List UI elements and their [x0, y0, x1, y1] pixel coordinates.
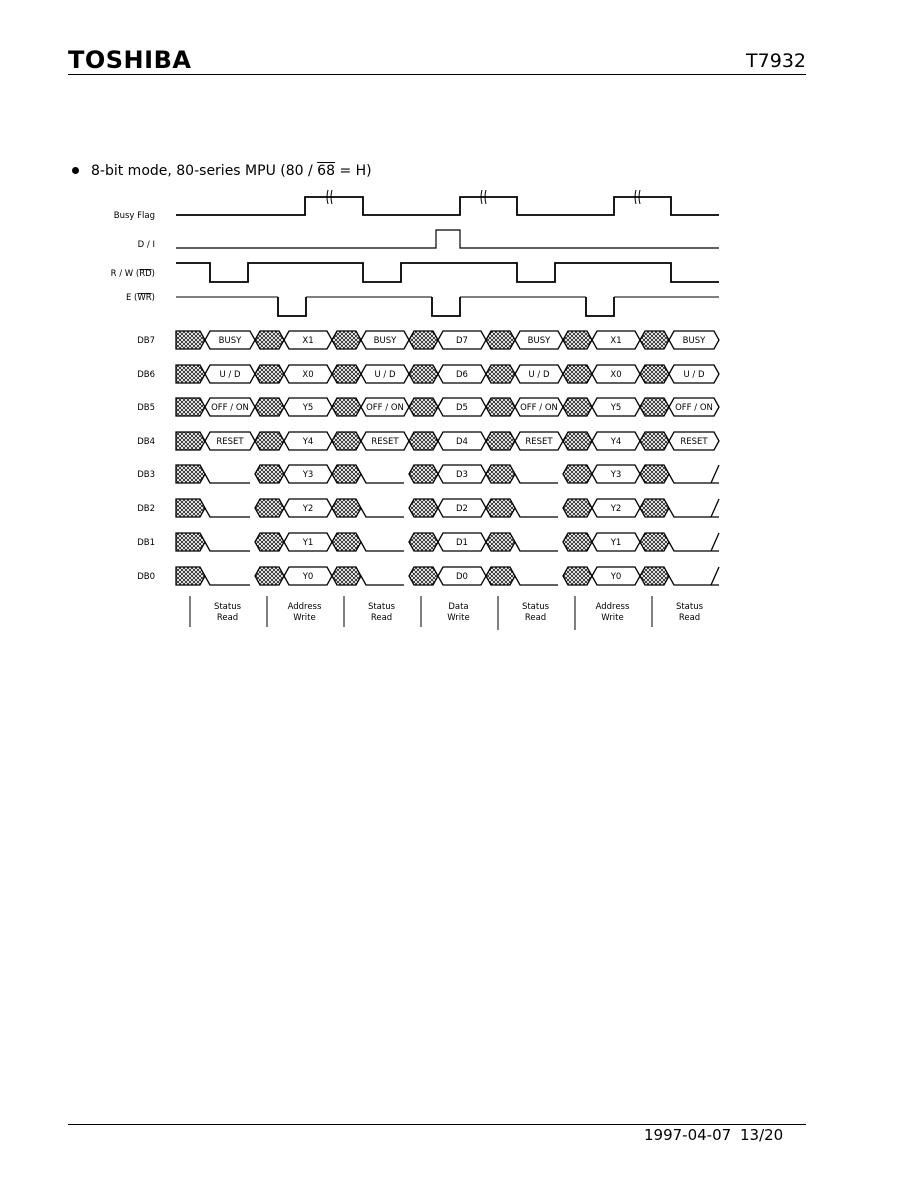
hatch-segment — [409, 567, 438, 585]
phase-label-line1: Status — [521, 602, 550, 612]
hatch-segment — [563, 465, 592, 483]
hatch-segment — [563, 398, 592, 416]
bus-value: Y2 — [302, 504, 314, 514]
bus-value: X0 — [610, 370, 622, 380]
rw-waveform — [176, 263, 719, 282]
control-signals — [111, 190, 719, 316]
signal-label: R / W (RD) — [110, 269, 155, 279]
bus-label: DB4 — [137, 437, 155, 447]
hatch-segment — [176, 365, 205, 383]
bus-value: Y1 — [302, 538, 314, 548]
hatch-segment — [409, 499, 438, 517]
bus-idle — [515, 508, 558, 517]
phase-label-line2: Write — [447, 613, 470, 623]
hatch-segment — [176, 499, 205, 517]
hatch-segment — [409, 365, 438, 383]
hatch-segment — [486, 499, 515, 517]
hatch-segment — [332, 533, 361, 551]
hatch-segment — [640, 567, 669, 585]
bus-value: Y2 — [610, 504, 622, 514]
phase-label-line1: Address — [287, 602, 322, 612]
hatch-segment — [640, 398, 669, 416]
hatch-segment — [176, 398, 205, 416]
hatch-segment — [255, 465, 284, 483]
hatch-segment — [176, 432, 205, 450]
phase-label-line1: Status — [213, 602, 242, 612]
hatch-segment — [409, 432, 438, 450]
e-pulse — [586, 297, 614, 316]
phase-label-line1: Status — [367, 602, 396, 612]
hatch-segment — [563, 365, 592, 383]
bus-value: Y1 — [610, 538, 622, 548]
bus-value: D7 — [456, 336, 468, 346]
bus-value: RESET — [525, 437, 553, 447]
signal-label: E (WR) — [125, 293, 155, 303]
bus-value: BUSY — [218, 336, 242, 346]
bus-value: OFF / ON — [520, 403, 558, 413]
bus-value: Y5 — [302, 403, 314, 413]
hatch-segment — [255, 533, 284, 551]
bus-edge — [711, 567, 719, 585]
bus-value: X1 — [302, 336, 314, 346]
bus-value: Y0 — [302, 572, 314, 582]
footer-date: 1997-04-07 — [644, 1126, 732, 1144]
part-number: T7932 — [746, 50, 806, 72]
bus-idle — [515, 474, 558, 483]
bus-value: RESET — [216, 437, 244, 447]
hatch-segment — [486, 398, 515, 416]
phase-label-line2: Read — [216, 613, 239, 623]
bus-label: DB6 — [137, 370, 155, 380]
hatch-segment — [176, 567, 205, 585]
bus-idle — [361, 474, 404, 483]
hatch-segment — [486, 465, 515, 483]
bus-value: D6 — [456, 370, 468, 380]
bus-label: DB5 — [137, 403, 155, 413]
bus-value: RESET — [680, 437, 708, 447]
e-pulse — [432, 297, 460, 316]
hatch-segment — [255, 567, 284, 585]
phase-label-line2: Write — [601, 613, 624, 623]
bus-value: Y3 — [610, 470, 622, 480]
bus-value: U / D — [374, 370, 396, 380]
hatch-segment — [640, 331, 669, 349]
hatch-segment — [563, 567, 592, 585]
bus-value: BUSY — [682, 336, 706, 346]
bus-value: D5 — [456, 403, 468, 413]
signal-label: Busy Flag — [113, 211, 155, 221]
hatch-segment — [563, 533, 592, 551]
hatch-segment — [409, 533, 438, 551]
hatch-segment — [255, 499, 284, 517]
hatch-segment — [486, 567, 515, 585]
hatch-segment — [409, 398, 438, 416]
bus-idle — [205, 542, 250, 551]
hatch-segment — [486, 365, 515, 383]
phase-label-line2: Read — [678, 613, 701, 623]
bus-value: BUSY — [527, 336, 551, 346]
heading-prefix: 8-bit mode, 80-series MPU (80 / — [91, 163, 318, 179]
bus-value: Y4 — [610, 437, 622, 447]
bus-idle — [205, 576, 250, 585]
bus-label: DB3 — [137, 470, 155, 480]
bus-value: X1 — [610, 336, 622, 346]
phase-label-line1: Status — [675, 602, 704, 612]
hatch-segment — [332, 331, 361, 349]
phase-labels — [190, 596, 704, 630]
hatch-segment — [332, 398, 361, 416]
hatch-segment — [332, 465, 361, 483]
bus-label: DB2 — [137, 504, 155, 514]
bus-value: D2 — [456, 504, 468, 514]
bus-value: D0 — [456, 572, 468, 582]
hatch-segment — [255, 365, 284, 383]
phase-label-line2: Read — [370, 613, 393, 623]
bus-value: Y4 — [302, 437, 314, 447]
bus-value: U / D — [219, 370, 241, 380]
di-waveform — [176, 230, 719, 248]
bus-value: X0 — [302, 370, 314, 380]
bus-value: D4 — [456, 437, 468, 447]
hatch-segment — [486, 331, 515, 349]
hatch-segment — [255, 331, 284, 349]
hatch-segment — [332, 499, 361, 517]
bus-value: U / D — [683, 370, 705, 380]
bus-value: U / D — [528, 370, 550, 380]
hatch-segment — [640, 499, 669, 517]
hatch-segment — [409, 331, 438, 349]
bus-value: Y0 — [610, 572, 622, 582]
hatch-segment — [486, 533, 515, 551]
heading-suffix: = H) — [335, 163, 372, 179]
hatch-segment — [332, 365, 361, 383]
bus-label: DB7 — [137, 336, 155, 346]
heading-overbar: 68 — [317, 163, 335, 179]
bus-value: RESET — [371, 437, 399, 447]
bus-value: D1 — [456, 538, 468, 548]
hatch-segment — [563, 432, 592, 450]
hatch-segment — [640, 365, 669, 383]
bus-idle — [205, 474, 250, 483]
hatch-segment — [332, 432, 361, 450]
phase-label-line2: Read — [524, 613, 547, 623]
footer-page: 13/20 — [740, 1126, 784, 1144]
bus-idle — [515, 576, 558, 585]
bus-value: OFF / ON — [675, 403, 713, 413]
hatch-segment — [255, 398, 284, 416]
bus-label: DB1 — [137, 538, 155, 548]
bus-idle — [361, 576, 404, 585]
e-pulse — [278, 297, 306, 316]
bus-idle — [361, 508, 404, 517]
hatch-segment — [176, 533, 205, 551]
hatch-segment — [409, 465, 438, 483]
hatch-segment — [255, 432, 284, 450]
hatch-segment — [563, 331, 592, 349]
hatch-segment — [176, 331, 205, 349]
bus-edge — [711, 465, 719, 483]
bus-value: OFF / ON — [366, 403, 404, 413]
hatch-segment — [640, 465, 669, 483]
bus-value: D3 — [456, 470, 468, 480]
hatch-segment — [332, 567, 361, 585]
busy-flag-waveform — [176, 197, 719, 215]
bus-edge — [711, 533, 719, 551]
data-bus — [137, 331, 719, 585]
footer-rule — [68, 1124, 806, 1125]
signal-label: D / I — [137, 240, 155, 250]
phase-label-line1: Data — [448, 602, 469, 612]
brand-logo: TOSHIBA — [68, 46, 192, 74]
bus-value: Y3 — [302, 470, 314, 480]
hatch-segment — [486, 432, 515, 450]
bus-idle — [205, 508, 250, 517]
hatch-segment — [640, 533, 669, 551]
bus-idle — [361, 542, 404, 551]
bus-value: BUSY — [373, 336, 397, 346]
bus-value: OFF / ON — [211, 403, 249, 413]
bus-edge — [711, 499, 719, 517]
hatch-segment — [563, 499, 592, 517]
bus-value: Y5 — [610, 403, 622, 413]
hatch-segment — [176, 465, 205, 483]
hatch-segment — [640, 432, 669, 450]
phase-label-line2: Write — [293, 613, 316, 623]
phase-label-line1: Address — [595, 602, 630, 612]
bus-idle — [515, 542, 558, 551]
bus-label: DB0 — [137, 572, 155, 582]
